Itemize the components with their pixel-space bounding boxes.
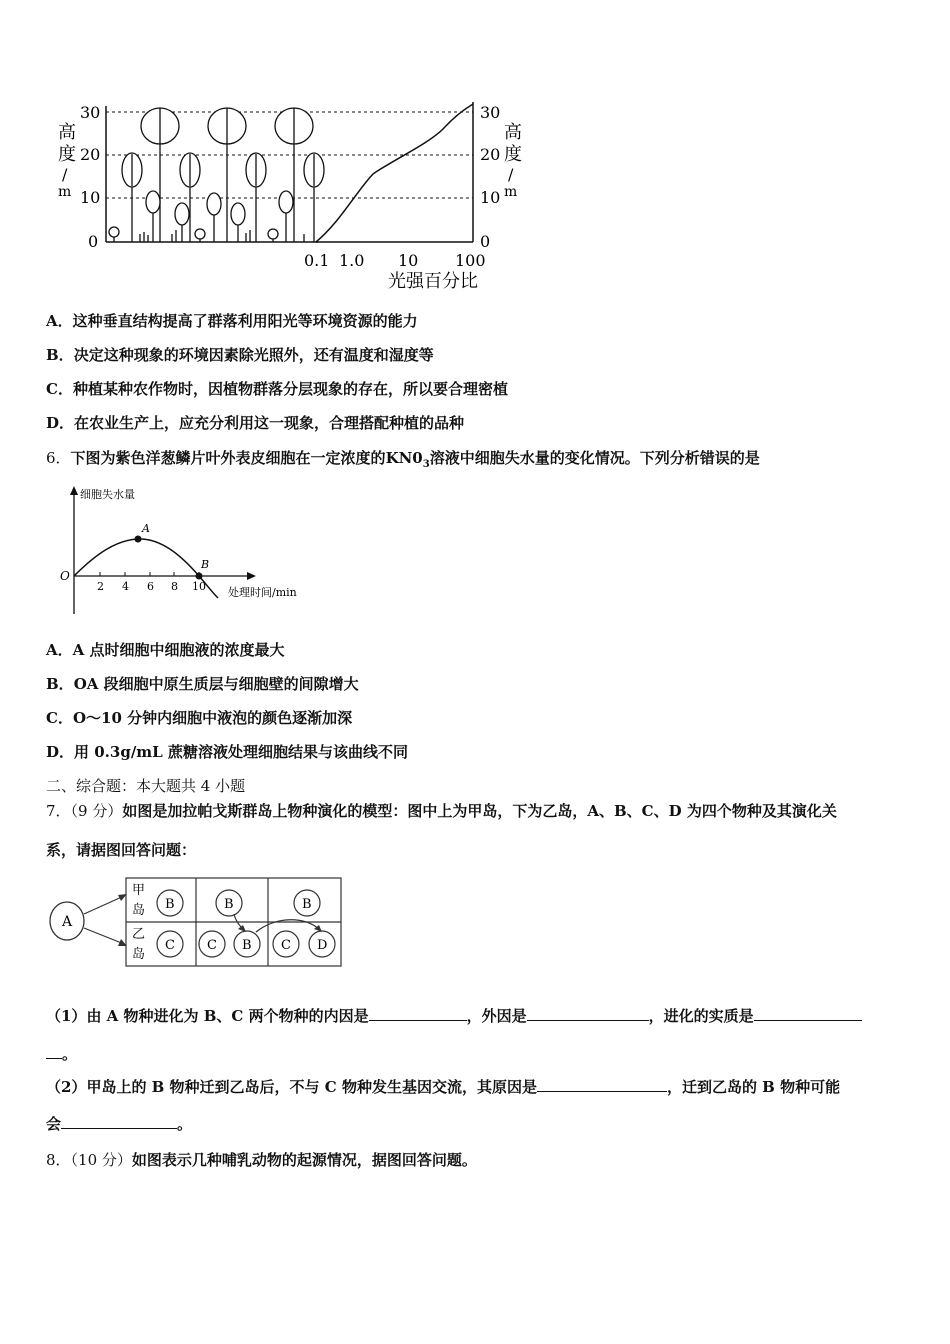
q5-option-b: B．决定这种现象的环境因素除光照外，还有温度和湿度等 xyxy=(46,346,434,364)
top-b-2: B xyxy=(224,897,234,912)
left-axis-label-4: m xyxy=(58,184,72,200)
q7-stem-line2: 系，请据图回答问题： xyxy=(46,841,197,859)
x-tick-6: 6 xyxy=(147,580,154,593)
y-axis-label: 细胞失水量 xyxy=(80,488,135,501)
x-tick-2: 2 xyxy=(97,580,104,593)
left-axis-label-1: 高 xyxy=(58,122,76,143)
x-tick-100: 100 xyxy=(455,251,486,270)
figure-plant-stratification xyxy=(48,94,528,294)
island-top-char-2: 岛 xyxy=(132,903,146,918)
bottom-c-2: C xyxy=(207,938,217,953)
point-a xyxy=(135,536,142,543)
bottom-c-3: C xyxy=(281,938,291,953)
q7-sub1-line1: （1）由 A 物种进化为 B、C 两个物种的内因是 ，外因是 ，进化的实质是 xyxy=(46,1006,862,1026)
q5-option-a: A．这种垂直结构提高了群落利用阳光等环境资源的能力 xyxy=(46,312,418,330)
answer-blank-3-cont[interactable] xyxy=(46,1044,62,1059)
q6-option-d: D．用 0.3g/mL 蔗糖溶液处理细胞结果与该曲线不同 xyxy=(46,743,408,761)
right-axis-label-2: 度 xyxy=(504,144,522,165)
q7-stem-line1: 7．（9 分）如图是加拉帕戈斯群岛上物种演化的模型：图中上为甲岛，下为乙岛，A、B、C、D 为四个物种及其演化关 xyxy=(46,802,837,820)
right-axis-label-3: / xyxy=(508,165,514,184)
x-tick-0.1: 0.1 xyxy=(304,251,330,270)
right-tick-30: 30 xyxy=(480,103,501,122)
x-tick-10: 10 xyxy=(192,580,206,593)
x-tick-4: 4 xyxy=(122,580,129,593)
point-b-label: B xyxy=(201,558,210,571)
origin-label: O xyxy=(60,569,70,583)
left-tick-20: 20 xyxy=(80,145,101,164)
answer-blank-3[interactable] xyxy=(754,1006,862,1021)
light-curve xyxy=(316,104,473,242)
right-axis-label-1: 高 xyxy=(504,122,522,143)
q6-option-a: A．A 点时细胞中细胞液的浓度最大 xyxy=(46,641,285,659)
q8-stem: 8．（10 分）如图表示几种哺乳动物的起源情况，据图回答问题。 xyxy=(46,1151,477,1169)
answer-blank-1[interactable] xyxy=(369,1006,467,1021)
x-tick-8: 8 xyxy=(171,580,178,593)
x-tick-1.0: 1.0 xyxy=(339,251,365,270)
left-axis-label-3: / xyxy=(62,165,68,184)
species-a-label: A xyxy=(62,914,73,930)
answer-blank-5[interactable] xyxy=(61,1114,177,1129)
point-b xyxy=(196,573,203,580)
left-axis-label-2: 度 xyxy=(58,144,76,165)
q7-sub2-line1: （2）甲岛上的 B 物种迁到乙岛后，不与 C 物种发生基因交流，其原因是 ，迁到乙岛的 B 物种可能 xyxy=(46,1078,841,1096)
q7-sub1-line2: 。 xyxy=(46,1044,77,1064)
point-a-label: A xyxy=(142,522,150,535)
x-tick-10: 10 xyxy=(398,251,419,270)
x-axis-label: 光强百分比 xyxy=(388,271,478,292)
section-heading: 二、综合题：本大题共 4 小题 xyxy=(46,777,246,795)
q5-option-c: C．种植某种农作物时，因植物群落分层现象的存在，所以要合理密植 xyxy=(46,380,508,398)
right-axis-label-4: m xyxy=(504,184,518,200)
left-tick-10: 10 xyxy=(80,188,101,207)
bottom-b: B xyxy=(242,938,252,953)
island-top-char-1: 甲 xyxy=(132,883,146,898)
bottom-d: D xyxy=(317,938,328,953)
x-axis-label: 处理时间/min xyxy=(228,586,297,599)
right-tick-0: 0 xyxy=(480,232,491,251)
answer-blank-2[interactable] xyxy=(527,1006,649,1021)
bottom-c-1: C xyxy=(165,938,175,953)
tall-trees xyxy=(109,108,324,242)
q5-option-d: D．在农业生产上，应充分利用这一现象，合理搭配种植的品种 xyxy=(46,414,465,432)
right-tick-10: 10 xyxy=(480,188,501,207)
q6-option-c: C．O～10 分钟内细胞中液泡的颜色逐渐加深 xyxy=(46,709,353,727)
figure-water-loss xyxy=(56,484,316,618)
left-tick-30: 30 xyxy=(80,103,101,122)
right-tick-20: 20 xyxy=(480,145,501,164)
q7-sub2-line2: 会 。 xyxy=(46,1115,193,1133)
q6-stem: 6．下图为紫色洋葱鳞片叶外表皮细胞在一定浓度的$KN0_3$溶液中细胞失水量的变化情况。下列分析错误的是 xyxy=(46,449,760,470)
figure-island-evolution xyxy=(46,874,346,970)
q6-option-b: B．OA 段细胞中原生质层与细胞壁的间隙增大 xyxy=(46,675,359,693)
island-bottom-char-1: 乙 xyxy=(132,927,146,942)
top-b-3: B xyxy=(302,897,312,912)
left-tick-0: 0 xyxy=(88,232,99,251)
island-bottom-char-2: 岛 xyxy=(132,947,146,962)
top-b-1: B xyxy=(165,897,175,912)
answer-blank-4[interactable] xyxy=(537,1077,667,1092)
